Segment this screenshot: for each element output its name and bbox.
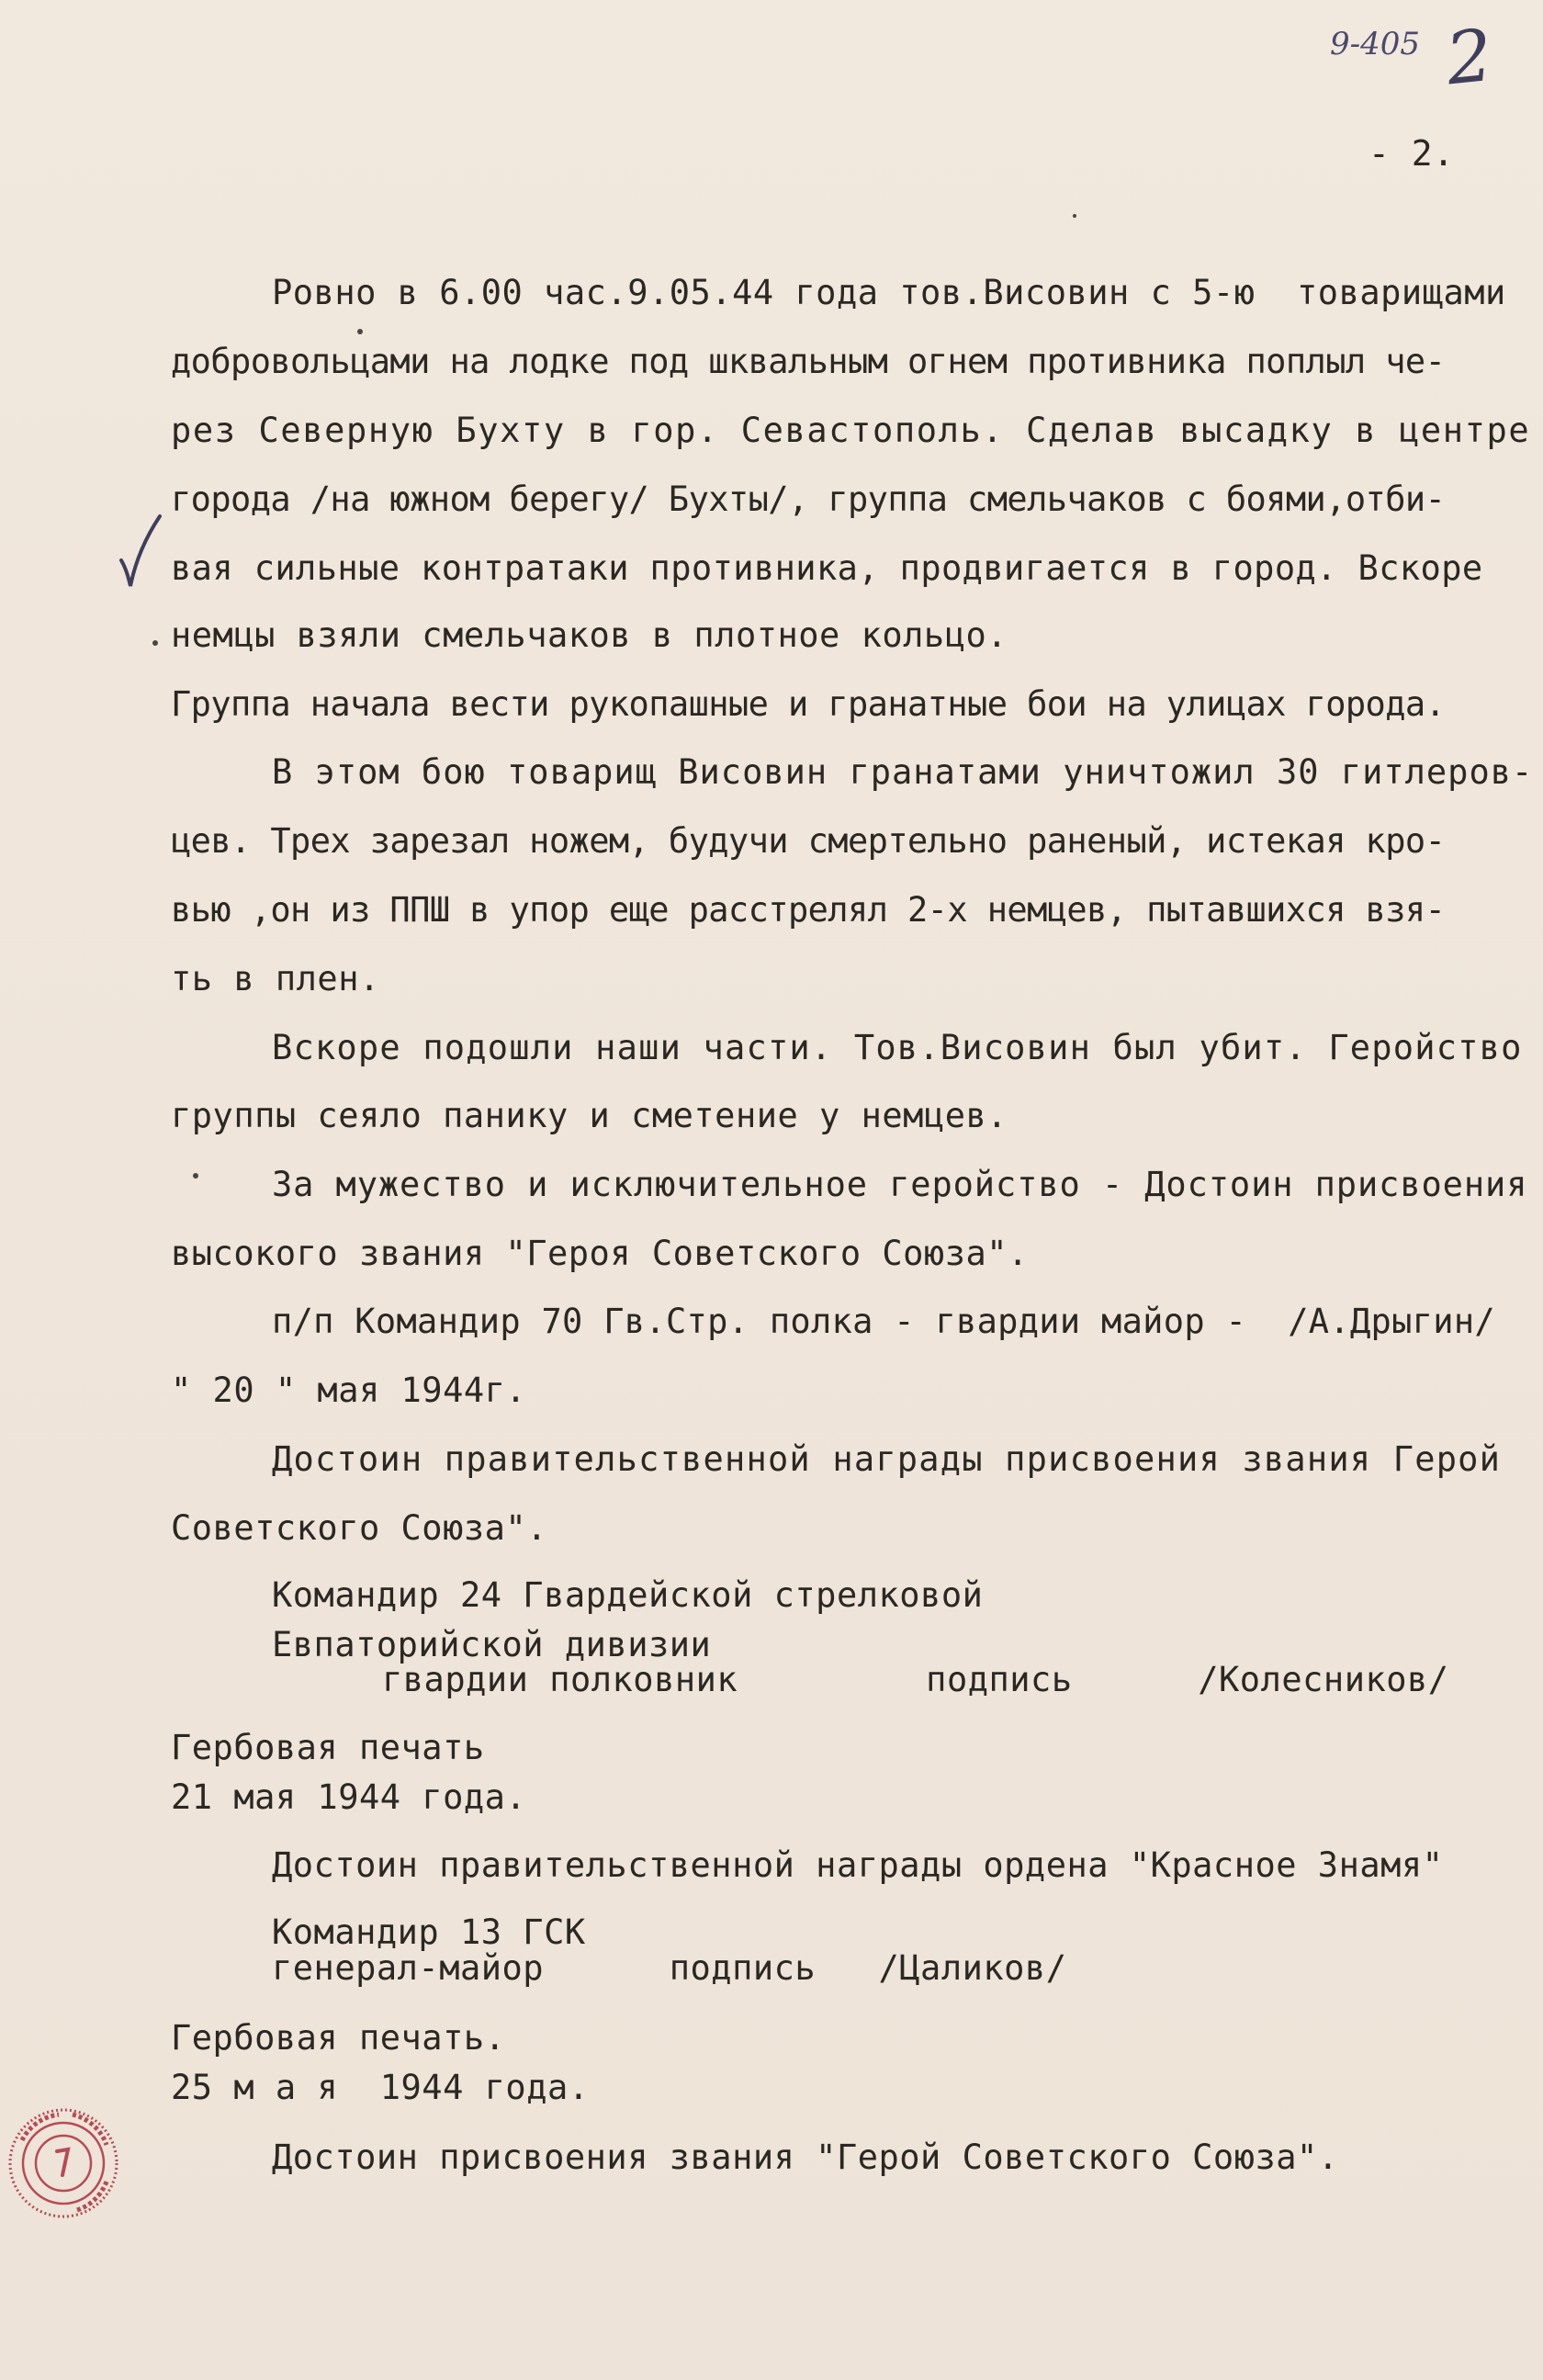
body-line: Советского Союза". <box>171 1508 547 1548</box>
body-line: рез Северную Бухту в гор. Севастополь. Сделав высадку в центре <box>171 411 1531 450</box>
signature-line: п/п Командир 70 Гв.Стр. полка - гвардии майор - /А.Дрыгин/ <box>272 1302 1495 1341</box>
signature-line: гвардии полковник подпись /Колесников/ <box>382 1660 1449 1699</box>
date-line: 21 мая 1944 года. <box>171 1777 527 1817</box>
signature-line: генерал-майор подпись /Цаликов/ <box>272 1948 1067 1988</box>
commander-title: Командир 13 ГСК <box>272 1912 586 1952</box>
body-line: В этом бою товарищ Висовин гранатами уничтожил 30 гитлеров- <box>272 752 1534 792</box>
body-line: Достоин правительственной награды ордена "Красное Знамя" <box>272 1845 1444 1885</box>
body-line: Группа начала вести рукопашные и гранатные бои на улицах города. <box>171 684 1446 724</box>
page-number: - 2. <box>1368 133 1455 174</box>
body-line: цев. Трех зарезал ножем, будучи смертельно раненый, истекая кро- <box>171 821 1446 861</box>
ink-speck <box>193 1173 198 1179</box>
ink-speck <box>152 640 158 646</box>
body-line: Достоин присвоения звания "Герой Советского Союза". <box>272 2137 1339 2177</box>
body-line: За мужество и исключительное геройство - Достоин присвоения <box>272 1165 1528 1204</box>
body-line: вая сильные контратаки противника, продвигается в город. Вскоре <box>171 548 1483 588</box>
seal-label: Гербовая печать. <box>171 2018 506 2058</box>
body-line: города /на южном берегу/ Бухты/, группа смельчаков с боями,отби- <box>171 479 1446 519</box>
archive-number: 9-405 <box>1330 26 1421 62</box>
check-mark-icon <box>118 513 163 595</box>
body-line: немцы взяли смельчаков в плотное кольцо. <box>171 615 1008 655</box>
body-line: вью ,он из ППШ в упор еще расстрелял 2-х немцев, пытавшихся взя- <box>171 890 1446 930</box>
ink-speck <box>357 329 363 334</box>
body-line: Ровно в 6.00 час.9.05.44 года тов.Висовин с 5-ю товарищами <box>272 273 1506 312</box>
commander-title: Командир 24 Гвардейской стрелковой <box>272 1575 984 1615</box>
archive-stamp-icon <box>4 2104 123 2223</box>
body-line: ть в плен. <box>171 959 380 998</box>
seal-label: Гербовая печать <box>171 1728 485 1767</box>
body-line: Вскоре подошли наши части. Тов.Висовин был убит. Геройство <box>272 1028 1523 1067</box>
body-line: группы сеяло панику и сметение у немцев. <box>171 1096 1008 1135</box>
body-line: Достоин правительственной награды присвоения звания Герой <box>272 1439 1502 1479</box>
body-line: добровольцами на лодке под шквальным огнем противника поплыл че- <box>171 342 1446 381</box>
date-line: 25 м а я 1944 года. <box>171 2068 590 2107</box>
division-name: Евпаторийской дивизии <box>272 1625 712 1664</box>
sheet-number: 2 <box>1442 14 1497 102</box>
date-line: " 20 " мая 1944г. <box>171 1370 527 1410</box>
body-line: высокого звания "Героя Советского Союза". <box>171 1234 1029 1273</box>
ink-speck <box>1073 214 1076 218</box>
